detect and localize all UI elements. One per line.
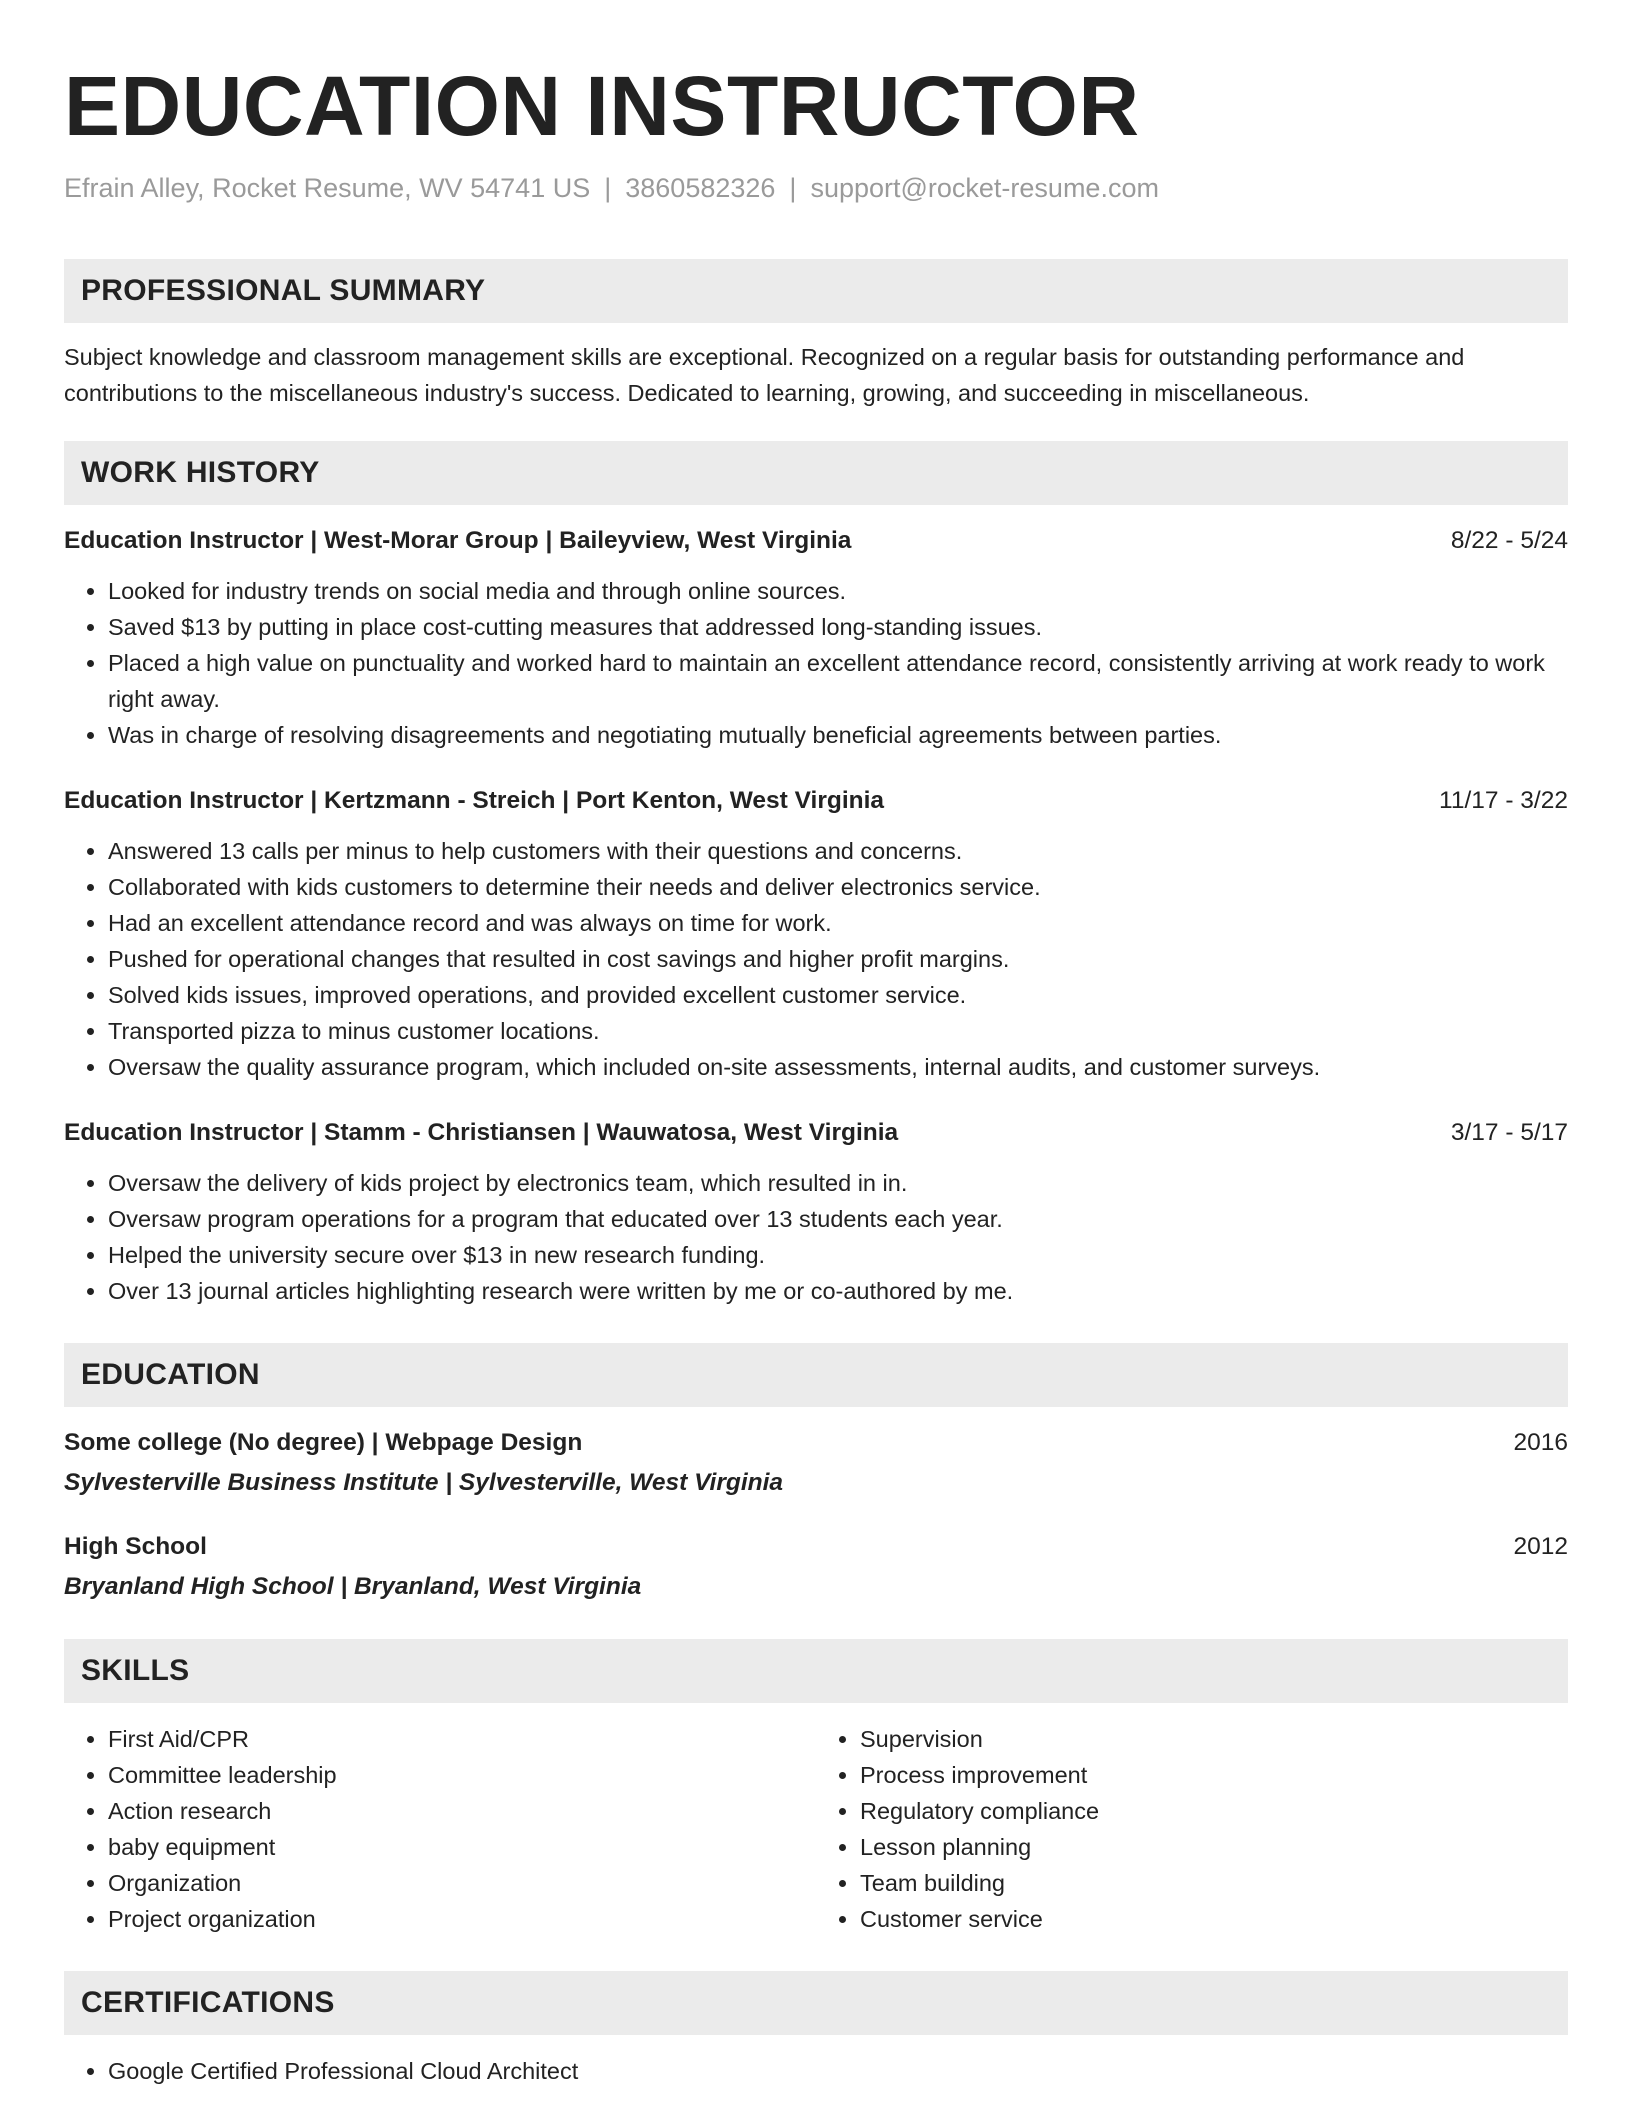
job-header: [64, 1115, 1568, 1151]
job-bullets: [64, 833, 1568, 1085]
education-school: Bryanland High School | Bryanland, West Virginia: [64, 1573, 642, 1600]
job-bullet: • Placed a high value on punctuality and worked hard to maintain an excellent attendance record, consistently arriving at work ready to work right away.: [108, 645, 1568, 717]
job-bullet: • Solved kids issues, improved operations, and provided excellent customer service.: [108, 977, 1568, 1013]
skill-item: • First Aid/CPR: [108, 1721, 816, 1757]
job-bullet: • Oversaw the quality assurance program, which included on-site assessments, internal audits, and customer surveys.: [108, 1049, 1568, 1085]
job-header: [64, 523, 1568, 559]
job-bullets: [64, 573, 1568, 753]
education-entry: [64, 1425, 1568, 1501]
contact-line: [64, 170, 1568, 206]
job-entry: [64, 783, 1568, 1085]
job-bullet: • Oversaw program operations for a program that educated over 13 students each year.: [108, 1201, 1568, 1237]
skill-item: • Lesson planning: [860, 1829, 1568, 1865]
education-entry: [64, 1529, 1568, 1605]
skill-item: • Customer service: [860, 1901, 1568, 1937]
contact-separator: |: [604, 173, 612, 203]
skills-list: [64, 1721, 1568, 1937]
job-bullet: • Saved $13 by putting in place cost-cutting measures that addressed long-standing issues.: [108, 609, 1568, 645]
job-bullet: • Helped the university secure over $13 in new research funding.: [108, 1237, 1568, 1273]
skill-item: • Committee leadership: [108, 1757, 816, 1793]
job-dates: 8/22 - 5/24: [1450, 527, 1568, 554]
contact-separator: |: [789, 173, 797, 203]
job-title: Education Instructor | Stamm - Christiansen | Wauwatosa, West Virginia: [64, 1119, 899, 1146]
education-header: [64, 1529, 1568, 1565]
skills-column-left: [64, 1721, 816, 1937]
job-bullets: [64, 1165, 1568, 1309]
job-bullet: • Transported pizza to minus customer locations.: [108, 1013, 1568, 1049]
education-header: [64, 1425, 1568, 1461]
skill-item: • Organization: [108, 1865, 816, 1901]
skills-heading: SKILLS: [64, 1639, 1568, 1703]
skill-item: • Regulatory compliance: [860, 1793, 1568, 1829]
skill-item: • Supervision: [860, 1721, 1568, 1757]
certifications-heading: CERTIFICATIONS: [64, 1971, 1568, 2035]
skills-column-right: [816, 1721, 1568, 1937]
job-title: Education Instructor | West-Morar Group | Baileyview, West Virginia: [64, 527, 852, 554]
skill-item: • Project organization: [108, 1901, 816, 1937]
job-header: [64, 783, 1568, 819]
contact-phone: 3860582326: [625, 173, 776, 203]
candidate-name: EDUCATION INSTRUCTOR: [64, 59, 1140, 153]
job-bullet: • Looked for industry trends on social media and through online sources.: [108, 573, 1568, 609]
education-degree: Some college (No degree) | Webpage Design: [64, 1429, 583, 1456]
contact-email: support@rocket-resume.com: [810, 173, 1159, 203]
job-entry: [64, 523, 1568, 753]
work-history-heading: WORK HISTORY: [64, 441, 1568, 505]
education-year: 2016: [1513, 1429, 1568, 1456]
job-bullet: • Collaborated with kids customers to determine their needs and deliver electronics service.: [108, 869, 1568, 905]
certifications-list: [64, 2053, 1568, 2089]
education-year: 2012: [1513, 1533, 1568, 1560]
education-school: Sylvesterville Business Institute | Sylvesterville, West Virginia: [64, 1469, 784, 1496]
certification-item: • Google Certified Professional Cloud Architect: [108, 2053, 1568, 2089]
skill-item: • Process improvement: [860, 1757, 1568, 1793]
skill-item: • Action research: [108, 1793, 816, 1829]
job-bullet: • Answered 13 calls per minus to help customers with their questions and concerns.: [108, 833, 1568, 869]
job-title: Education Instructor | Kertzmann - Streich | Port Kenton, West Virginia: [64, 787, 885, 814]
job-bullet: • Pushed for operational changes that resulted in cost savings and higher profit margins.: [108, 941, 1568, 977]
education-degree: High School: [64, 1533, 207, 1560]
education-heading: EDUCATION: [64, 1343, 1568, 1407]
job-bullet: • Was in charge of resolving disagreements and negotiating mutually beneficial agreements between parties.: [108, 717, 1568, 753]
skill-item: • Team building: [860, 1865, 1568, 1901]
job-dates: 11/17 - 3/22: [1439, 787, 1568, 814]
skill-item: • baby equipment: [108, 1829, 816, 1865]
job-dates: 3/17 - 5/17: [1450, 1119, 1568, 1146]
contact-address: Efrain Alley, Rocket Resume, WV 54741 US: [64, 173, 591, 203]
summary-heading: PROFESSIONAL SUMMARY: [64, 259, 1568, 323]
job-bullet: • Had an excellent attendance record and was always on time for work.: [108, 905, 1568, 941]
summary-text: Subject knowledge and classroom management skills are exceptional. Recognized on a regular basis for outstanding performance and contributions to the miscellaneous industry's success. Dedicated to learning, growing, and succeeding in miscellaneous.: [64, 344, 1465, 406]
job-entry: [64, 1115, 1568, 1309]
job-bullet: • Over 13 journal articles highlighting research were written by me or co-authored by me.: [108, 1273, 1568, 1309]
job-bullet: • Oversaw the delivery of kids project by electronics team, which resulted in in.: [108, 1165, 1568, 1201]
